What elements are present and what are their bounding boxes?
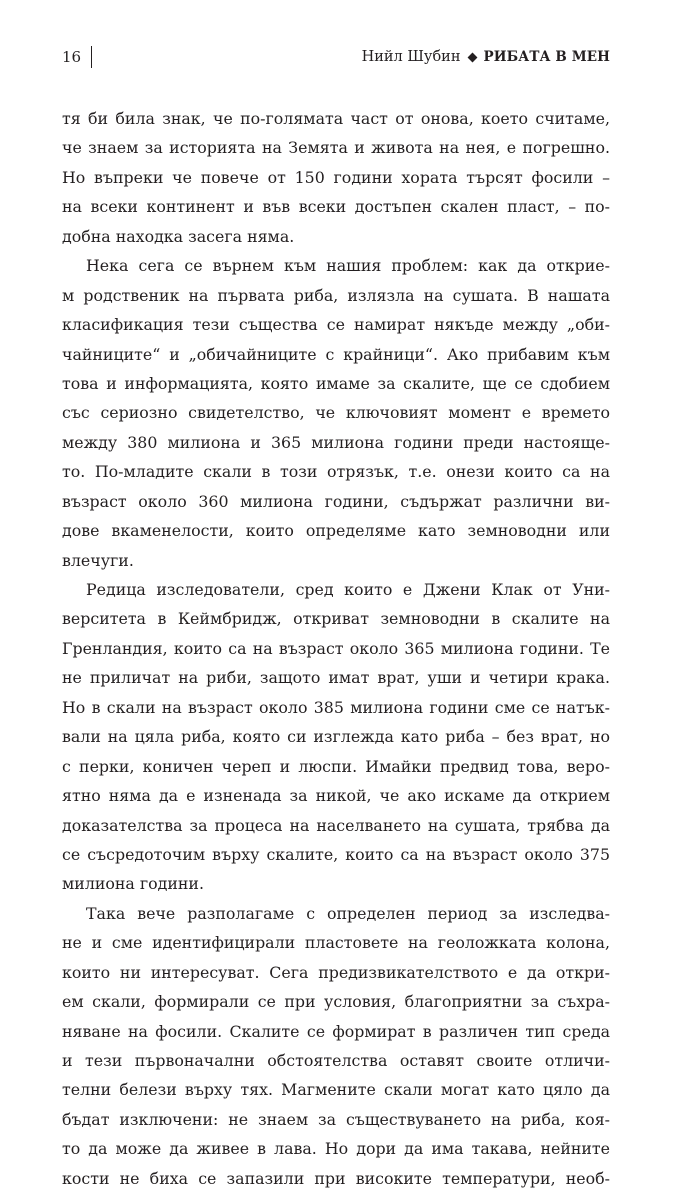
text-line: Но въпреки че повече от 150 години хората търсят фосили – [62,167,610,187]
text-line: Редица изследователи, сред които е Джени Клак от Уни- [86,580,610,599]
text-line: то да може да живее в лава. Но дори да има такава, нейните [62,1139,610,1159]
header-right [362,49,610,65]
page-number: 16 [62,48,82,66]
text-line: на всеки континент и във всеки достъпен скален пласт, – по- [62,197,610,217]
paragraph [62,899,610,1193]
text-line: вали на цяла риба, която си изглежда като риба – без врат, но [62,727,610,747]
text-line: че знаем за историята на Земята и живота на нея, е погрешно. [62,138,610,158]
text-line: верситета в Кеймбридж, откриват земноводни в скалите на [62,609,610,629]
text-line: това и информацията, която имаме за скалите, ще се сдобием [62,373,610,393]
text-line: бъдат изключени: не знаем за съществуването на риба, коя- [62,1109,610,1129]
text-line: класификация тези същества се намират някъде между „оби- [62,315,610,335]
text-line: м родственик на първата риба, излязла на сушата. В нашата [62,285,610,305]
text-line: милиона години. [62,874,204,894]
text-line: възраст около 360 милиона години, съдържат различни ви- [62,491,610,511]
diamond-separator-icon [467,52,477,62]
author-name: Нийл Шубин [361,49,461,65]
text-line: тя би била знак, че по-голямата част от онова, което считаме, [62,109,610,128]
text-line: които ни интересуват. Сега предизвикателството е да откри- [62,962,610,982]
text-line: не и сме идентифицирали пластовете на геоложката колона, [62,933,610,953]
text-line: ятно няма да е изненада за никой, че ако искаме да открием [62,786,610,806]
text-line: телни белези върху тях. Магмените скали могат като цяло да [62,1080,610,1100]
text-line: кости не биха се запазили при високите температури, необ- [62,1168,610,1188]
text-line: и тези първоначални обстоятелства оставят своите отличи- [62,1051,610,1070]
text-line: дове вкаменелости, които определяме като земноводни или [62,521,610,541]
text-line: Така вече разполагаме с определен период за изследва- [86,903,610,923]
paragraph [62,251,610,575]
paragraph [62,104,610,251]
text-line: няване на фосили. Скалите се формират в различен тип среда [62,1021,610,1041]
text-line: не приличат на риби, защото имат врат, уши и четири крака. [62,668,610,688]
text-line: между 380 милиона и 365 милиона години преди настояще- [62,432,610,452]
text-line: то. По-младите скали в този отрязък, т.е. онези които са на [62,462,610,482]
text-line: Нека сега се върнем към нашия проблем: как да открие- [86,256,610,276]
text-line: с перки, коничен череп и люспи. Имайки предвид това, веро- [62,756,610,776]
paragraph [62,575,610,899]
text-line: влечуги. [62,550,134,570]
body-text [62,104,610,1193]
text-line: чайниците“ и „обичайниците с крайници“. Ако прибавим към [62,344,610,364]
header-left [62,46,92,68]
text-line: се съсредоточим върху скалите, които са на възраст около 375 [62,844,610,864]
running-header [62,44,610,70]
text-line: добна находка засега няма. [62,226,295,246]
text-line: доказателства за процеса на населването на сушата, трябва да [62,815,610,835]
text-line: Но в скали на възраст около 385 милиона години сме се натък- [62,697,610,717]
text-line: Гренландия, които са на възраст около 365 милиона години. Те [62,638,610,658]
book-title: РИБАТА В МЕН [483,49,610,65]
text-line: ем скали, формирали се при условия, благоприятни за съхра- [62,992,610,1012]
text-line: със сериозно свидетелство, че ключовият момент е времето [62,403,610,423]
header-divider [91,46,92,68]
